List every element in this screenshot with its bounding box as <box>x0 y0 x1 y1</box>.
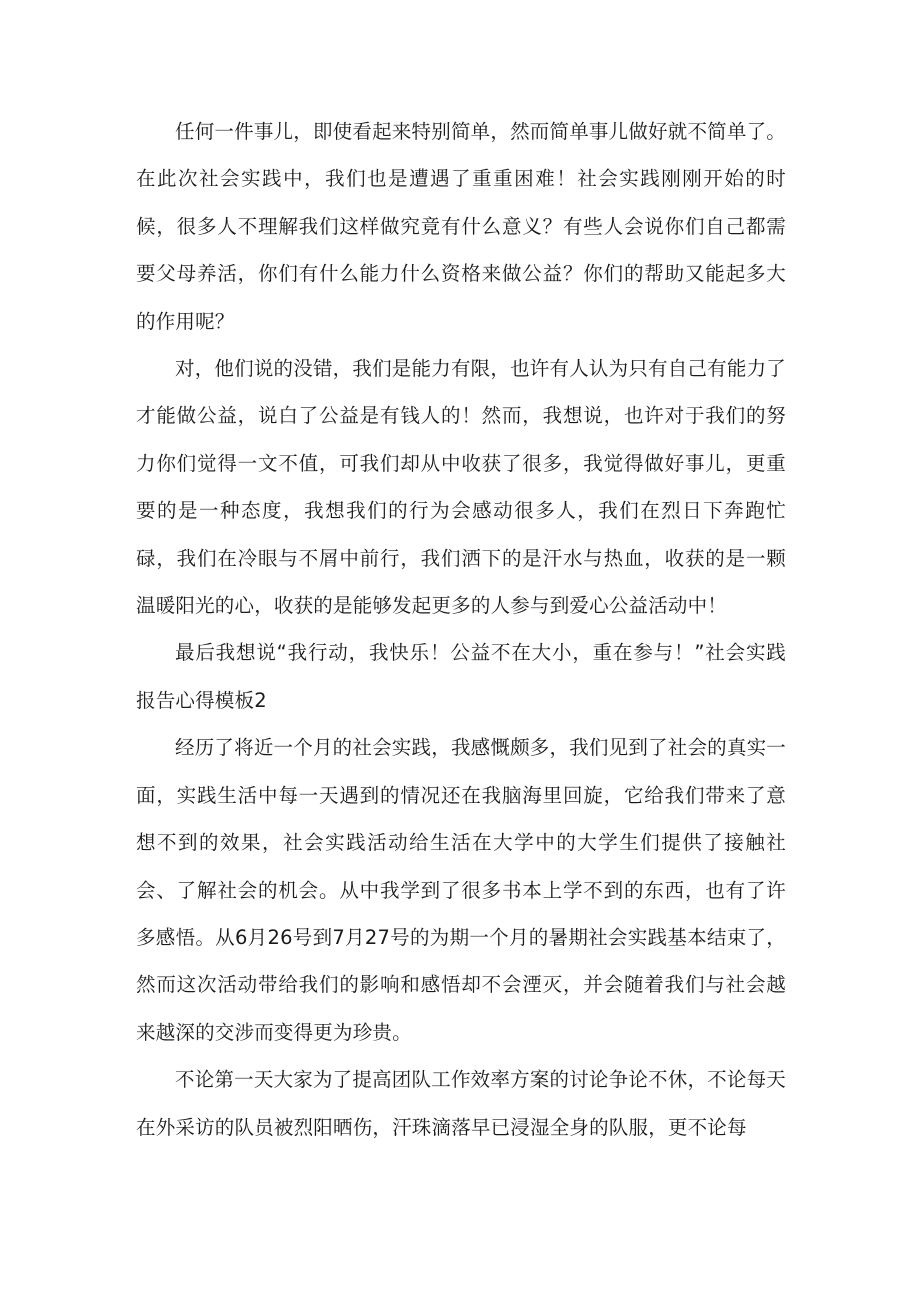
document-body <box>136 108 786 1151</box>
paragraph-3: 最后我想说“我行动，我快乐！公益不在大小，重在参与！”社会实践报告心得模板2 <box>136 641 786 712</box>
paragraph-4: 经历了将近一个月的社会实践，我感慨颇多，我们见到了社会的真实一面，实践生活中每一天遇到的情况还在我脑海里回旋，它给我们带来了意想不到的效果，社会实践活动给生活在大学中的大学生们提供了接触社会、了解社会的机会。从中我学到了很多书本上学不到的东西，也有了许多感悟。从6月26号到7月27号的为期一个月的暑期社会实践基本结束了，然而这次活动带给我们的影响和感悟却不会湮灭，并会随着我们与社会越来越深的交涉而变得更为珍贵。 <box>136 736 786 1044</box>
paragraph-2: 对，他们说的没错，我们是能力有限，也许有人认为只有自己有能力了才能做公益，说白了公益是有钱人的！然而，我想说，也许对于我们的努力你们觉得一文不值，可我们却从中收获了很多，我觉得做好事儿，更重要的是一种态度，我想我们的行为会感动很多人，我们在烈日下奔跑忙碌，我们在冷眼与不屑中前行，我们洒下的是汗水与热血，收获的是一颗温暖阳光的心，收获的是能够发起更多的人参与到爱心公益活动中！ <box>136 357 786 618</box>
paragraph-1: 任何一件事儿，即使看起来特别简单，然而简单事儿做好就不简单了。在此次社会实践中，我们也是遭遇了重重困难！社会实践刚刚开始的时候，很多人不理解我们这样做究竟有什么意义？有些人会说你们自己都需要父母养活，你们有什么能力什么资格来做公益？你们的帮助又能起多大的作用呢？ <box>136 120 786 333</box>
paragraph-5: 不论第一天大家为了提高团队工作效率方案的讨论争论不休，不论每天在外采访的队员被烈阳晒伤，汗珠滴落早已浸湿全身的队服，更不论每 <box>136 1068 786 1139</box>
